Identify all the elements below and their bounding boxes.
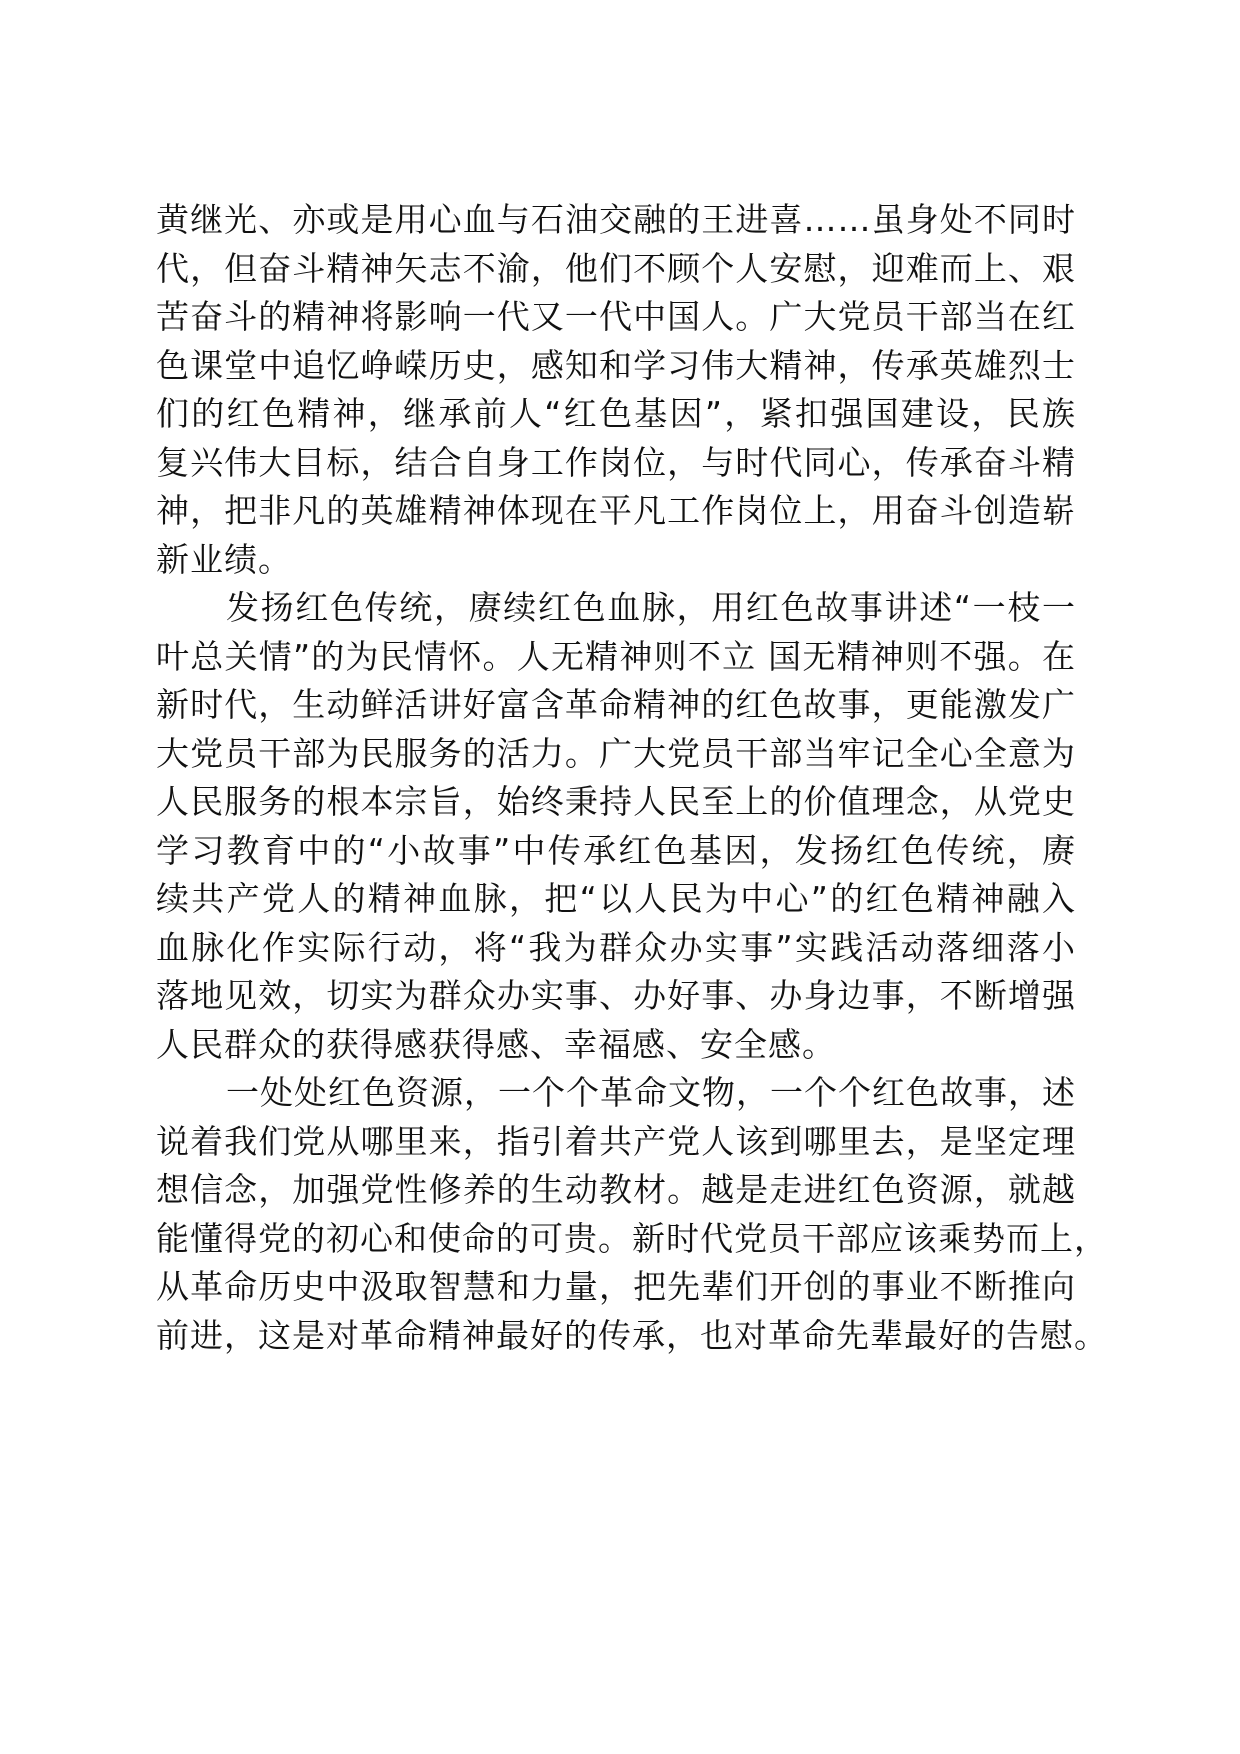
text-line: 叶总关情”的为民情怀。人无精神则不立 国无精神则不强。在 xyxy=(156,636,1076,676)
text-line: 黄继光、亦或是用心血与石油交融的王进喜……虽身处不同时 xyxy=(156,200,1076,239)
text-line: 能懂得党的初心和使命的可贵。新时代党员干部应该乘势而上， xyxy=(156,1218,1108,1258)
text-line: 从革命历史中汲取智慧和力量，把先辈们开创的事业不断推向 xyxy=(156,1267,1076,1306)
text-line: 苦奋斗的精神将影响一代又一代中国人。广大党员干部当在红 xyxy=(156,297,1076,336)
text-line: 前进，这是对革命精神最好的传承，也对革命先辈最好的告慰。 xyxy=(156,1315,1108,1355)
text-line: 血脉化作实际行动，将“我为群众办实事”实践活动落细落小 xyxy=(156,927,1076,967)
paragraph-2 xyxy=(156,584,1076,1069)
text-line: 想信念，加强党性修养的生动教材。越是走进红色资源，就越 xyxy=(156,1170,1076,1209)
text-line: 色课堂中追忆峥嵘历史，感知和学习伟大精神，传承英雄烈士 xyxy=(156,345,1076,385)
text-line: 人民服务的根本宗旨，始终秉持人民至上的价值理念，从党史 xyxy=(156,782,1076,821)
text-line: 新业绩。 xyxy=(156,539,292,579)
text-line: 发扬红色传统，赓续红色血脉，用红色故事讲述“一枝一 xyxy=(226,588,1076,627)
text-line: 学习教育中的“小故事”中传承红色基因，发扬红色传统，赓 xyxy=(156,830,1076,870)
text-line: 大党员干部为民服务的活力。广大党员干部当牢记全心全意为 xyxy=(156,733,1076,773)
text-line: 续共产党人的精神血脉，把“以人民为中心”的红色精神融入 xyxy=(156,879,1076,918)
text-line: 一处处红色资源，一个个革命文物，一个个红色故事，述 xyxy=(226,1073,1076,1112)
text-line: 神，把非凡的英雄精神体现在平凡工作岗位上，用奋斗创造崭 xyxy=(156,491,1076,530)
paragraph-1 xyxy=(156,196,1076,584)
text-line: 落地见效，切实为群众办实事、办好事、办身边事，不断增强 xyxy=(156,976,1076,1015)
paragraph-3 xyxy=(156,1069,1108,1360)
document-body xyxy=(156,196,1108,1360)
text-line: 说着我们党从哪里来，指引着共产党人该到哪里去，是坚定理 xyxy=(156,1121,1076,1161)
text-line: 新时代，生动鲜活讲好富含革命精神的红色故事，更能激发广 xyxy=(156,685,1076,724)
text-line: 代，但奋斗精神矢志不渝，他们不顾个人安慰，迎难而上、艰 xyxy=(156,248,1076,288)
text-line: 们的红色精神，继承前人“红色基因”，紧扣强国建设，民族 xyxy=(156,394,1076,433)
text-line: 复兴伟大目标，结合自身工作岗位，与时代同心，传承奋斗精 xyxy=(156,442,1076,482)
text-line: 人民群众的获得感获得感、幸福感、安全感。 xyxy=(156,1024,836,1064)
